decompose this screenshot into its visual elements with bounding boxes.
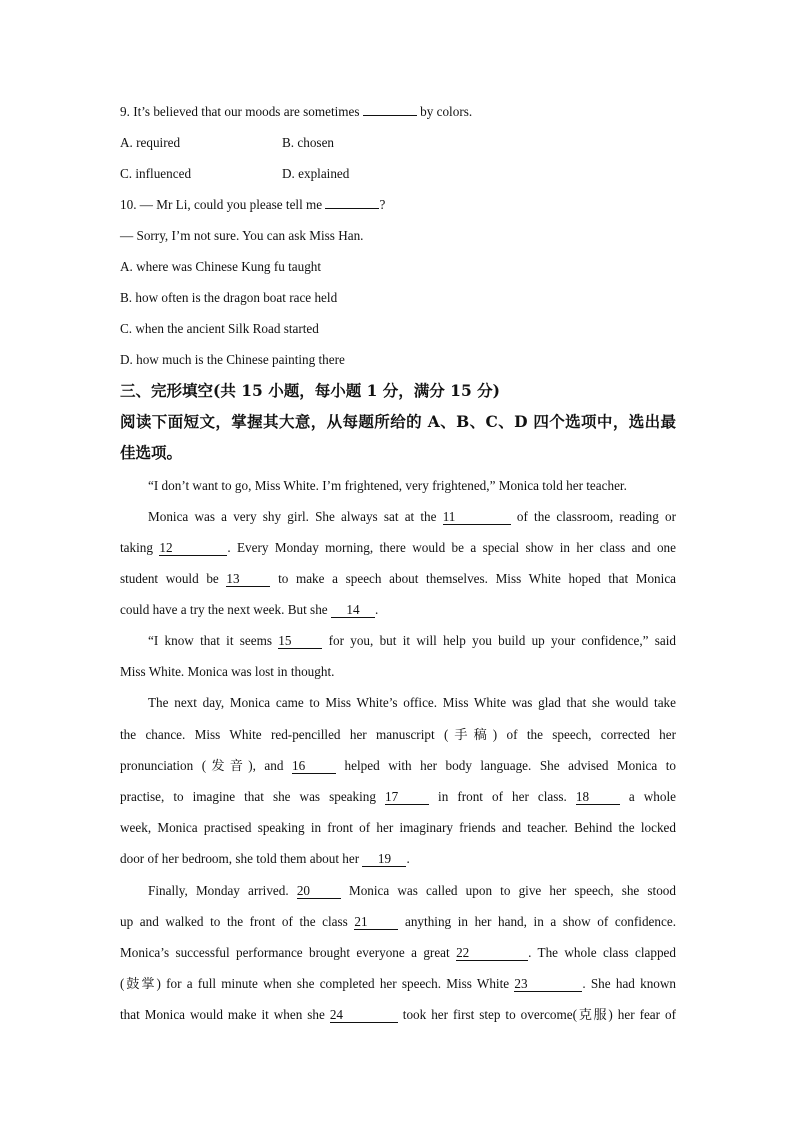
- passage-line: [120, 539, 676, 557]
- passage-text: anything in her hand, in a show of confidence.: [404, 914, 676, 929]
- passage-line: The next day, Monica came to Miss White’s office. Miss White was glad that she would take: [148, 695, 676, 710]
- cloze-blank-11: 11: [443, 509, 511, 525]
- passage-line: [120, 913, 676, 931]
- section-instruction-line-1: 阅读下面短文，掌握其大意，从每题所给的 A、B、C、D 四个选项中，选出最: [120, 412, 676, 431]
- passage-text: . She had known: [582, 976, 676, 991]
- passage-text: took her first step to overcome(克服) her fear of: [402, 1007, 677, 1022]
- question-9-text-end: by colors.: [420, 104, 473, 119]
- question-9-option-c: C. influenced: [120, 166, 192, 181]
- cloze-blank-13: 13: [226, 571, 270, 587]
- passage-text: in front of her class.: [438, 789, 567, 804]
- passage-line: “I don’t want to go, Miss White. I’m frightened, very frightened,” Monica told her teacher.: [148, 478, 627, 493]
- question-10-option-d: D. how much is the Chinese painting there: [120, 352, 345, 367]
- passage-line: week, Monica practised speaking in front of her imaginary friends and teacher. Behind the locked: [120, 820, 676, 835]
- passage-text: to make a speech about themselves. Miss White hoped that Monica: [278, 571, 677, 586]
- question-9-stem: [120, 103, 676, 121]
- passage-line: [120, 570, 676, 588]
- passage-text: a whole: [628, 789, 676, 804]
- question-10-stem: [120, 196, 676, 214]
- passage-line: [120, 757, 676, 775]
- cloze-blank-16: 16: [292, 758, 336, 774]
- cloze-blank-12: 12: [159, 540, 227, 556]
- passage-text: for you, but it will help you build up your confidence,” said: [328, 633, 677, 648]
- passage-line: Miss White. Monica was lost in thought.: [120, 664, 335, 679]
- passage-text: of the classroom, reading or: [516, 509, 677, 524]
- passage-line: [120, 975, 676, 993]
- passage-text: . Every Monday morning, there would be a special show in her class and one: [227, 540, 677, 555]
- cloze-blank-18: 18: [576, 789, 620, 805]
- passage-line: [148, 632, 676, 650]
- section-heading: 三、完形填空(共 15 小题，每小题 1 分，满分 15 分): [120, 381, 500, 400]
- passage-text: that Monica would make it when she: [120, 1007, 325, 1022]
- cloze-blank-15: 15: [278, 633, 322, 649]
- cloze-blank-22: 22: [456, 945, 528, 961]
- passage-text: Monica was called upon to give her speech, she stood: [348, 883, 676, 898]
- passage-line: [148, 508, 676, 526]
- passage-text: .: [374, 602, 379, 617]
- question-10-text-end: ?: [379, 197, 386, 212]
- question-9-option-d: D. explained: [282, 166, 350, 181]
- cloze-blank-17: 17: [385, 789, 429, 805]
- passage-text: helped with her body language. She advised Monica to: [344, 758, 677, 773]
- passage-text: (鼓掌) for a full minute when she completed her speech. Miss White: [120, 976, 510, 991]
- passage-text: student would be: [120, 571, 219, 586]
- passage-line: the chance. Miss White red-pencilled her manuscript (手稿) of the speech, corrected her: [120, 727, 676, 742]
- passage-line: [120, 944, 676, 962]
- cloze-blank-24: 24: [330, 1007, 398, 1023]
- passage-text: up and walked to the front of the class: [120, 914, 348, 929]
- passage-line: [120, 850, 676, 868]
- question-10-option-a: A. where was Chinese Kung fu taught: [120, 259, 322, 274]
- passage-text: . The whole class clapped: [528, 945, 676, 960]
- passage-text: door of her bedroom, she told them about her: [120, 851, 360, 866]
- passage-text: “I know that it seems: [148, 633, 273, 648]
- cloze-blank-21: 21: [354, 914, 398, 930]
- question-10-option-b: B. how often is the dragon boat race held: [120, 290, 338, 305]
- passage-text: practise, to imagine that she was speaking: [120, 789, 376, 804]
- section-instruction-line-2: 佳选项。: [120, 443, 183, 462]
- answer-blank: [325, 208, 379, 209]
- question-10-text: 10. — Mr Li, could you please tell me: [120, 197, 323, 212]
- question-10-option-c: C. when the ancient Silk Road started: [120, 321, 319, 336]
- question-9-text: 9. It’s believed that our moods are sometimes: [120, 104, 360, 119]
- passage-line: [148, 882, 676, 900]
- passage-text: could have a try the next week. But she: [120, 602, 328, 617]
- cloze-blank-14: 14: [331, 602, 375, 618]
- passage-line: [120, 601, 676, 619]
- cloze-blank-20: 20: [297, 883, 341, 899]
- cloze-blank-23: 23: [514, 976, 582, 992]
- cloze-blank-19: 19: [362, 851, 406, 867]
- passage-text: pronunciation (发音), and: [120, 758, 284, 773]
- passage-text: .: [406, 851, 410, 866]
- passage-line: [120, 788, 676, 806]
- answer-blank: [363, 115, 417, 116]
- passage-text: taking: [120, 540, 153, 555]
- passage-line: [120, 1006, 676, 1024]
- passage-text: Finally, Monday arrived.: [148, 883, 289, 898]
- question-9-option-b: B. chosen: [282, 135, 335, 150]
- question-9-option-a: A. required: [120, 135, 181, 150]
- passage-text: Monica was a very shy girl. She always sat at the: [148, 509, 437, 524]
- passage-text: Monica’s successful performance brought everyone a great: [120, 945, 450, 960]
- question-10-reply: — Sorry, I’m not sure. You can ask Miss Han.: [120, 228, 364, 243]
